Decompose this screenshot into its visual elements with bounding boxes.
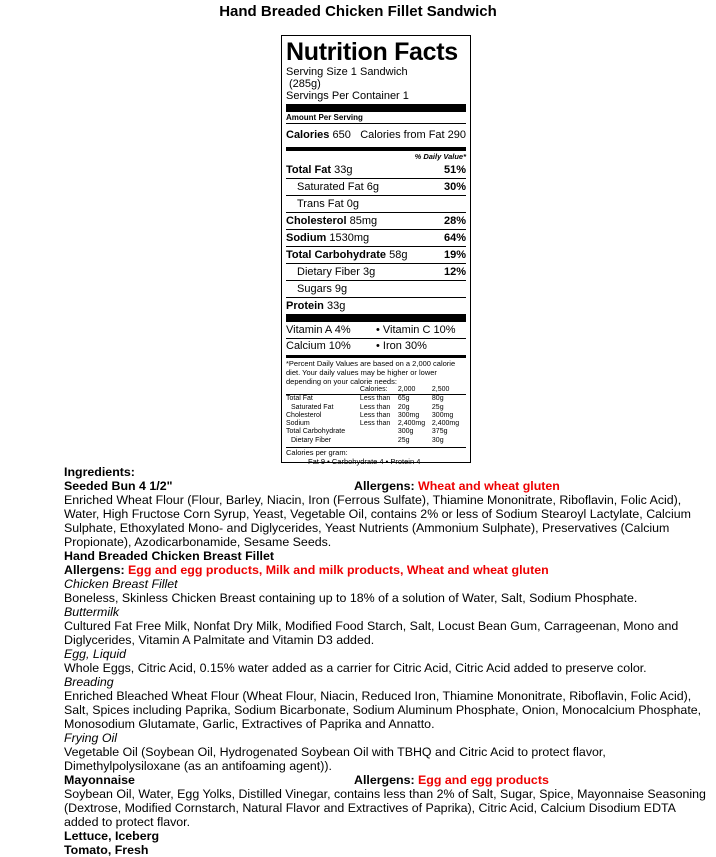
vitamin-item: • Vitamin C 10% <box>376 324 456 336</box>
vitamin-item: • Iron 30% <box>376 340 427 352</box>
seeded-bun-header: Seeded Bun 4 1/2" Allergens: Wheat and wheat gluten <box>64 479 560 493</box>
nutrient-label: Sodium 1530mg <box>286 232 370 244</box>
footnote-table-row: Cholesterol Less than 300mg 300mg <box>286 411 454 419</box>
mayonnaise-ingredients: Soybean Oil, Water, Egg Yolks, Distilled Vinegar, contains less than 2% of Salt, Sugar, Spice, Mayonnaise Seasoning (Dextrose, Modified Cornstarch, Natural Flavor and Extractives of Paprika), Citric Acid, Calcium Disodium EDTA added to protect flavor. <box>64 787 706 829</box>
mayonnaise-allergens: Egg and egg products <box>418 773 549 787</box>
seeded-bun-allergens: Wheat and wheat gluten <box>418 479 560 493</box>
tomato: Tomato, Fresh <box>64 843 149 857</box>
footnote-table-row: Saturated Fat Less than 20g 25g <box>291 403 444 411</box>
nutrient-row <box>286 246 466 263</box>
nutrient-row <box>286 280 466 297</box>
fillet-part-name: Frying Oil <box>64 731 118 745</box>
calories-per-gram-label: Calories per gram: <box>286 448 348 458</box>
footnote: *Percent Daily Values are based on a 2,000 calorie diet. Your daily values may be higher or lower depending on your calorie needs: <box>286 359 456 386</box>
amount-per-serving: Amount Per Serving <box>286 113 363 122</box>
calories-from-fat: Calories from Fat 290 <box>360 129 466 141</box>
divider-thick <box>286 104 466 112</box>
nutrient-label: Dietary Fiber 3g <box>297 266 376 278</box>
nutrient-label: Total Carbohydrate 58g <box>286 249 408 261</box>
footnote-table-row: Total Fat Less than 65g 80g <box>286 395 466 404</box>
vitamin-row <box>286 338 466 354</box>
nutrient-label: Cholesterol 85mg <box>286 215 378 227</box>
fillet-part-name: Breading <box>64 675 114 689</box>
nutrient-row <box>286 297 466 314</box>
fillet-part-name: Chicken Breast Fillet <box>64 577 178 591</box>
fillet-allergens-line: Allergens: Egg and egg products, Milk and milk products, Wheat and wheat gluten <box>64 563 549 577</box>
nutrient-label: Protein 33g <box>286 300 346 312</box>
vitamin-rows <box>286 323 466 354</box>
nutrient-label: Saturated Fat 6g <box>297 181 379 193</box>
nutrient-daily-value: 64% <box>443 232 466 244</box>
divider-medium <box>286 147 466 151</box>
nutrient-row <box>286 195 466 212</box>
nutrient-row <box>286 229 466 246</box>
footnote-table-header: Calories: 2,000 2,500 <box>359 386 450 393</box>
ingredients-heading: Ingredients: <box>64 465 135 479</box>
daily-value-header: % Daily Value* <box>414 152 466 161</box>
fillet-part-ingredients: Enriched Bleached Wheat Flour (Wheat Flour, Niacin, Reduced Iron, Thiamine Mononitrate, Riboflavin, Folic Acid), Salt, Spices including Paprika, Sodium Bicarbonate, Sodium Aluminum Phosphate, Onion, Monocalcium Phosphate, Monosodium Glutamate, Garlic, Extractives of Paprika and Annatto. <box>64 689 702 731</box>
nutrient-label: Sugars 9g <box>297 283 348 295</box>
nutrient-daily-value: 12% <box>443 266 466 278</box>
divider-medium <box>286 355 466 358</box>
mayonnaise-header: Mayonnaise Allergens: Egg and egg products <box>64 773 549 787</box>
footnote-table-row: Total Carbohydrate 300g 375g <box>286 428 448 436</box>
fillet-part-name: Egg, Liquid <box>64 647 127 661</box>
fillet-name: Hand Breaded Chicken Breast Fillet <box>64 549 275 563</box>
fillet-part-ingredients: Whole Eggs, Citric Acid, 0.15% water added as a carrier for Citric Acid, Citric Acid added to preserve color. <box>64 661 647 675</box>
lettuce: Lettuce, Iceberg <box>64 829 160 843</box>
page-title: Hand Breaded Chicken Fillet Sandwich <box>219 3 497 20</box>
fillet-part-name: Buttermilk <box>64 605 120 619</box>
footnote-table-row: Dietary Fiber 25g 30g <box>291 436 444 444</box>
vitamin-item: Calcium 10% <box>286 340 351 352</box>
seeded-bun-ingredients: Enriched Wheat Flour (Flour, Barley, Niacin, Iron (Ferrous Sulfate), Thiamine Mononitrate, Riboflavin, Folic Acid), Water, High Fructose Corn Syrup, Yeast, Vegetable Oil, contains 2% or less of Sodium Stearoyl Lactylate, Calcium Sulphate, Ethoxylated Mono- and Diglycerides, Yeast Nutrients (Ammonium Sulphate), Preservatives (Calcium Propionate), Azodicarbonamide, Sesame Seeds. <box>64 493 691 549</box>
nutrient-label: Total Fat 33g <box>286 164 353 176</box>
nutrient-row <box>286 162 466 178</box>
footnote-table-row: Sodium Less than 2,400mg 2,400mg <box>286 420 460 428</box>
fillet-part-ingredients: Vegetable Oil (Soybean Oil, Hydrogenated Soybean Oil with TBHQ and Citric Acid to protect flavor, Dimethylpolysiloxane (as an antifoaming agent)). <box>64 745 606 773</box>
nutrient-daily-value: 28% <box>443 215 466 227</box>
nutrient-row <box>286 263 466 280</box>
nutrient-daily-value: 51% <box>443 164 466 176</box>
calories-row: Calories 650 Calories from Fat 290 <box>286 124 466 146</box>
nutrition-facts-label <box>281 35 471 467</box>
nutrient-row <box>286 178 466 195</box>
servings-per-container: Servings Per Container 1 <box>286 90 409 102</box>
nutrient-label: Trans Fat 0g <box>297 198 359 210</box>
nutrient-daily-value: 19% <box>443 249 466 261</box>
footnote-table <box>286 386 466 445</box>
divider-thick <box>286 314 466 322</box>
fillet-parts <box>64 577 709 773</box>
nutrient-row <box>286 212 466 229</box>
fillet-part-ingredients: Boneless, Skinless Chicken Breast containing up to 18% of a solution of Water, Salt, Sodium Phosphate. <box>64 591 638 605</box>
ingredients-section <box>64 465 709 857</box>
vitamin-item: Vitamin A 4% <box>286 324 351 336</box>
calories-per-gram: Fat 9 • Carbohydrate 4 • Protein 4 <box>308 457 421 467</box>
serving-size: Serving Size 1 Sandwich (285g) Servings Per Container 1 <box>286 66 466 102</box>
fillet-allergens: Egg and egg products, Milk and milk products, Wheat and wheat gluten <box>128 563 549 577</box>
vitamin-row <box>286 323 466 338</box>
nutrition-facts-header: Nutrition Facts <box>286 38 458 66</box>
fillet-part-ingredients: Cultured Fat Free Milk, Nonfat Dry Milk, Modified Food Starch, Salt, Locust Bean Gum, Carrageenan, Mono and Diglycerides, Vitamin A Palmitate and Vitamin D3 added. <box>64 619 679 647</box>
nutrient-daily-value: 30% <box>443 181 466 193</box>
nutrient-rows <box>286 162 466 314</box>
